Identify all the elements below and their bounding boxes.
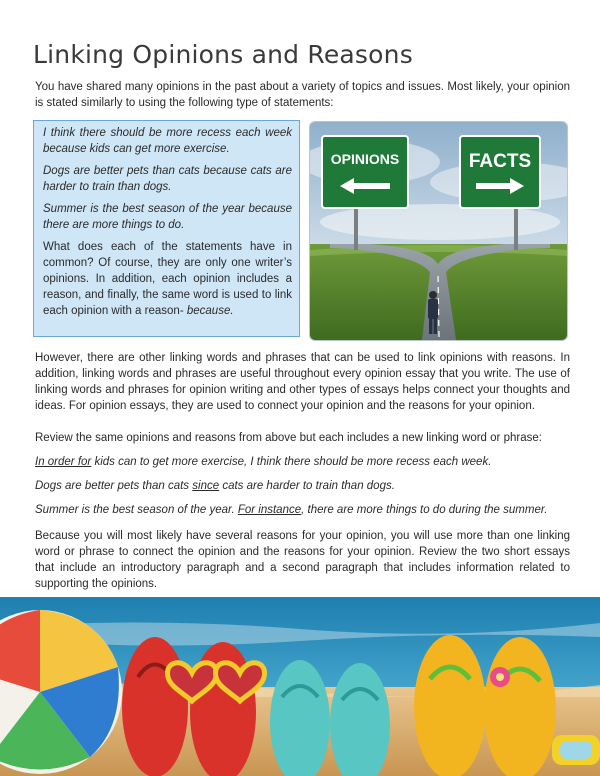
common-question-text: What does each of the statements have in common? Of course, they are only one writer’s opinions. In addition, each opinion includes a reason, and finally, the same word is used to link each opinion with a reason- [43, 241, 292, 317]
example-1 [35, 454, 570, 470]
crossroads-photo [309, 121, 568, 341]
example-text: Dogs are better pets than cats [35, 480, 193, 492]
linking-phrase: since [192, 480, 220, 492]
opinion-statements-box [33, 120, 300, 337]
because-paragraph: Because you will most likely have several reasons for your opinion, you will use more than one linking word or phrase to connect the opinion and the reasons for your opinion. Review the two short essays that include an introductory paragraph and a second paragraph that includes information related to supporting the opinions. [35, 530, 570, 590]
example-3 [35, 502, 570, 518]
because-paragraph-block [35, 528, 570, 592]
facts-sign-label: FACTS [468, 151, 532, 172]
review-paragraph-block [35, 430, 570, 446]
however-paragraph: However, there are other linking words and phrases that can be used to link opinions with reasons. In addition, linking words and phrases are useful throughout every opinion essay that you write. The use of linking words and phrases for opinion writing and other types of essays helps connect your thoughts and ideas. For opinion essays, they are used to connect your opinion and the reasons for your opinion. [35, 352, 570, 412]
opinions-sign-label: OPINIONS [330, 151, 400, 167]
intro-paragraph: You have shared many opinions in the past about a variety of topics and issues. Most likely, your opinion is stated similarly to using the following type of statements: [35, 81, 570, 109]
example-text: , there are more things to do during the summer. [301, 504, 548, 516]
opinion-statement: I think there should be more recess each week because kids can get more exercise. [43, 127, 292, 155]
linking-phrase: For instance [237, 504, 302, 516]
beach-flip-flops-image [0, 597, 600, 776]
review-paragraph: Review the same opinions and reasons from above but each includes a new linking word or phrase: [35, 432, 542, 444]
snorkel-mask [552, 735, 600, 765]
common-question-paragraph [43, 239, 292, 319]
example-text: cats are harder to train than dogs. [219, 480, 395, 492]
opinion-statement: Dogs are better pets than cats because cats are harder to train than dogs. [43, 165, 292, 193]
page-title: Linking Opinions and Reasons [33, 40, 413, 69]
opinion-statement: Summer is the best season of the year because there are more things to do. [43, 203, 292, 231]
however-paragraph-block [35, 350, 570, 414]
linking-word-because: because. [186, 305, 234, 317]
example-2 [35, 478, 570, 494]
example-text: Summer is the best season of the year. [35, 504, 238, 516]
linking-phrase: In order for [35, 456, 92, 468]
example-text: kids can to get more exercise, I think there should be more recess each week. [91, 456, 492, 468]
